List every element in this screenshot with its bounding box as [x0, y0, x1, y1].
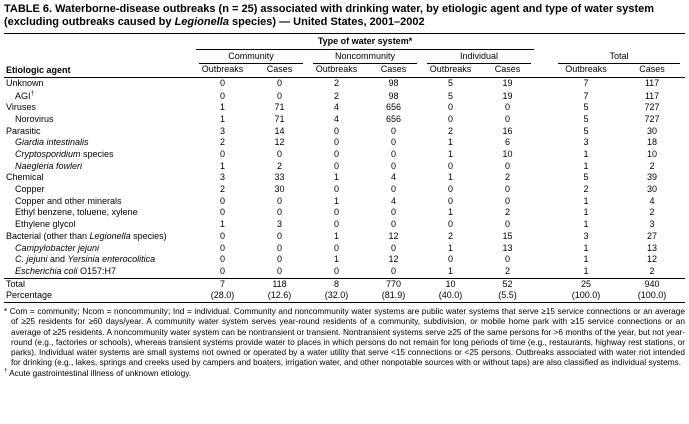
row-label	[4, 266, 194, 278]
cell: 0	[447, 102, 453, 113]
col-group-label: Community	[199, 51, 303, 65]
cell: (40.0)	[422, 290, 479, 302]
cell: (100.0)	[619, 290, 685, 302]
col-group-label: Noncommunity	[313, 51, 417, 65]
spacer	[536, 290, 553, 302]
cell: 0	[505, 184, 511, 195]
spacer	[536, 64, 553, 77]
table-body	[4, 77, 685, 302]
cell: 2	[649, 207, 655, 218]
cell: 0	[447, 254, 453, 265]
cell: 0	[390, 125, 396, 136]
text-segment: O157:H7	[77, 265, 117, 276]
cell: 1	[447, 149, 453, 159]
text-segment: Chemical	[6, 172, 44, 183]
col-group-label: Total	[558, 51, 680, 65]
cell: 0	[276, 149, 282, 159]
cell: 98	[388, 77, 399, 88]
cell: 1	[583, 160, 589, 171]
cell: 0	[219, 242, 225, 253]
text-segment: Cryptosporidium	[15, 149, 81, 159]
text-segment: species	[80, 149, 114, 159]
cell: 14	[274, 125, 285, 136]
table-row	[4, 243, 685, 255]
cell: 16	[502, 125, 513, 136]
cell: 1	[333, 230, 339, 241]
cell: (12.6)	[251, 290, 308, 302]
spacer	[536, 184, 553, 196]
cell: 2	[447, 125, 453, 136]
cell: 0	[390, 207, 396, 218]
cell: 0	[447, 160, 453, 171]
cell: (5.5)	[479, 290, 536, 302]
cell: 117	[644, 90, 660, 101]
cell: 2	[447, 230, 453, 241]
spacer	[536, 102, 553, 114]
cell: 1	[583, 254, 589, 265]
cell: 0	[390, 242, 396, 253]
cell: 0	[505, 102, 511, 113]
row-label	[4, 126, 194, 138]
cell: 19	[502, 90, 513, 101]
cell: 0	[276, 90, 282, 101]
type-of-water-system-header	[194, 33, 536, 49]
cell: 117	[644, 77, 660, 88]
text-segment: AGI	[15, 90, 31, 101]
cell: 0	[390, 149, 396, 159]
spacer	[536, 149, 553, 161]
cell: 8	[308, 278, 365, 290]
cell: 0	[447, 195, 453, 206]
cell: 2	[333, 77, 339, 88]
cell: 0	[276, 242, 282, 253]
row-label	[4, 231, 194, 243]
row-label	[4, 290, 194, 302]
cell: 0	[390, 219, 396, 230]
cell: 7	[583, 77, 589, 88]
spacer	[536, 126, 553, 138]
row-label	[4, 77, 194, 89]
cell: 7	[583, 90, 589, 101]
table-row	[4, 254, 685, 266]
text-segment: Campylobacter jejuni	[15, 242, 100, 253]
cell: 3	[583, 137, 589, 148]
cell: 1	[583, 149, 589, 159]
cell: 5	[447, 90, 453, 101]
cell: 19	[502, 77, 513, 88]
cell: 1	[447, 242, 453, 253]
text-segment: TABLE 6. Waterborne-disease outbreaks (n = 25) associated with drinking water, by etiologic agent and type of water system (excluding outbreaks caused by	[4, 3, 655, 29]
cell: 0	[333, 242, 339, 253]
text-segment: Copper and other minerals	[15, 195, 122, 206]
row-label	[4, 102, 194, 114]
cell: 5	[583, 113, 589, 124]
cell: 1	[219, 102, 225, 113]
cell: 0	[219, 90, 225, 101]
text-segment: and	[47, 254, 68, 265]
cell: 4	[649, 195, 655, 206]
spacer	[536, 278, 553, 290]
outbreaks-table	[4, 33, 685, 303]
cell: 13	[647, 242, 658, 253]
table-row	[4, 196, 685, 208]
spacer	[536, 266, 553, 278]
cell: 727	[644, 102, 660, 113]
row-label	[4, 137, 194, 149]
cell: 0	[390, 184, 396, 195]
text-segment: Ethylene glycol	[15, 219, 76, 230]
spacer	[536, 77, 553, 89]
text-segment: Unknown	[6, 77, 44, 88]
type-of-water-system-label: Type of water system*	[196, 36, 534, 50]
cell: 12	[647, 254, 658, 265]
spacer	[536, 243, 553, 255]
cell: 0	[447, 113, 453, 124]
cell: 0	[333, 149, 339, 159]
cell: 12	[274, 137, 285, 148]
subheader-cases: Cases	[365, 64, 422, 77]
cell: 0	[333, 125, 339, 136]
footnote-marker: †	[4, 367, 8, 374]
cell: 0	[219, 230, 225, 241]
cell: 118	[251, 278, 308, 290]
table-row	[4, 231, 685, 243]
cell: 1	[583, 265, 589, 276]
cell: 33	[274, 172, 285, 183]
subheader-outbreaks: Outbreaks	[422, 64, 479, 77]
cell: 770	[365, 278, 422, 290]
subheader-outbreaks: Outbreaks	[553, 64, 619, 77]
row-label	[4, 207, 194, 219]
table-title	[4, 3, 685, 30]
spacer	[536, 33, 553, 49]
cell: 0	[333, 184, 339, 195]
cell: 0	[333, 265, 339, 276]
text-segment: †	[30, 89, 35, 97]
cell: 0	[276, 230, 282, 241]
cell: 10	[422, 278, 479, 290]
text-segment: Giardia intestinalis	[15, 137, 89, 148]
spacer	[536, 50, 553, 65]
cell: 0	[333, 207, 339, 218]
spacer	[536, 207, 553, 219]
cell: (81.9)	[365, 290, 422, 302]
row-label	[4, 184, 194, 196]
row-label	[4, 172, 194, 184]
cell: 10	[647, 149, 658, 159]
spacer	[553, 33, 685, 49]
spacer	[536, 137, 553, 149]
cell: 13	[502, 242, 513, 253]
text-segment: Norovirus	[15, 113, 54, 124]
cell: 727	[644, 113, 660, 124]
etiologic-agent-label: Etiologic agent	[6, 65, 71, 76]
cell: 0	[390, 265, 396, 276]
cell: 1	[583, 195, 589, 206]
row-label	[4, 254, 194, 266]
table-row	[4, 149, 685, 161]
etiologic-agent-header	[4, 33, 194, 77]
cell: 6	[505, 137, 511, 148]
spacer	[536, 254, 553, 266]
row-label	[4, 161, 194, 173]
cell: 0	[505, 113, 511, 124]
cell: 0	[219, 207, 225, 218]
cell: 0	[447, 219, 453, 230]
cell: 7	[194, 278, 251, 290]
cell: 1	[447, 137, 453, 148]
text-segment: C. jejuni	[15, 254, 48, 265]
cell: 25	[553, 278, 619, 290]
text-segment: Legionella	[174, 16, 229, 29]
cell: 0	[505, 195, 511, 206]
cell: 2	[505, 172, 511, 183]
table-row	[4, 114, 685, 126]
text-segment: Parasitic	[6, 125, 41, 136]
cell: 1	[219, 160, 225, 171]
subheader-cases: Cases	[479, 64, 536, 77]
table-row	[4, 137, 685, 149]
table-row	[4, 207, 685, 219]
cell: (32.0)	[308, 290, 365, 302]
cell: 71	[274, 102, 285, 113]
cell: 0	[276, 77, 282, 88]
text-segment: Copper	[15, 184, 45, 195]
text-segment: Viruses	[6, 102, 36, 113]
cell: 2	[219, 137, 225, 148]
cell: 12	[388, 254, 399, 265]
cell: 4	[333, 102, 339, 113]
cell: 27	[647, 230, 658, 241]
col-group-individual	[422, 50, 536, 65]
table-row	[4, 102, 685, 114]
cell: 39	[647, 172, 658, 183]
cell: 656	[385, 102, 402, 113]
table-row	[4, 172, 685, 184]
cell: 1	[583, 219, 589, 230]
cell: 2	[649, 265, 655, 276]
spacer	[536, 219, 553, 231]
cell: 5	[583, 102, 589, 113]
cell: 2	[219, 184, 225, 195]
cell: 2	[505, 207, 511, 218]
cell: 71	[274, 113, 285, 124]
cell: 0	[390, 160, 396, 171]
table-row	[4, 77, 685, 89]
spacer	[536, 196, 553, 208]
cell: 2	[505, 265, 511, 276]
cell: 0	[333, 160, 339, 171]
cell: 0	[505, 160, 511, 171]
cell: 656	[385, 113, 402, 124]
spacer	[536, 90, 553, 103]
row-label	[4, 278, 194, 290]
cell: 4	[333, 113, 339, 124]
cell: 4	[390, 195, 396, 206]
cell: 52	[479, 278, 536, 290]
cell: 1	[447, 207, 453, 218]
cell: 0	[219, 265, 225, 276]
row-label	[4, 243, 194, 255]
cell: 1	[447, 172, 453, 183]
cell: 0	[447, 184, 453, 195]
table-row	[4, 90, 685, 103]
cell: 1	[583, 207, 589, 218]
cell: 0	[219, 254, 225, 265]
col-group-community	[194, 50, 308, 65]
text-segment: Escherichia coli	[15, 265, 78, 276]
cell: 0	[276, 265, 282, 276]
table-row	[4, 184, 685, 196]
footnote: † Acute gastrointestinal illness of unknown etiology.	[4, 367, 192, 378]
cell: (100.0)	[553, 290, 619, 302]
cell: 30	[274, 184, 285, 195]
cell: 0	[333, 219, 339, 230]
row-label	[4, 114, 194, 126]
text-segment: Bacterial (other than	[6, 230, 90, 241]
subheader-cases: Cases	[619, 64, 685, 77]
row-label	[4, 219, 194, 231]
footnote: * Com = community; Ncom = noncommunity; Ind = individual. Community and noncommunity water systems are public water systems that serve ≥15 service connections or an average of ≥25 residents for ≥60 days/year. A community water system serves year-round residents of a community, subdivision, or mobile home park with ≥15 service connections or an average of ≥25 residents. A noncommunity water system can be nontransient or transient. Nontransient systems serve ≥25 of the same persons for >6 months of the year, but not year-round (e.g., factories or schools), whereas transient systems provide water to places in which persons do not remain for long periods of time (e.g., restaurants, highway rest stations, or parks). Individual water systems are small systems not owned or operated by a water utility that serve <15 connections or <25 persons. Outbreaks associated with water not intended for drinking (e.g., lakes, springs and creeks used by campers and boaters, irrigation water, and other nonpotable sources with or without taps) are also classified as individual systems.	[4, 305, 685, 368]
cell: 0	[390, 137, 396, 148]
cell: 0	[276, 195, 282, 206]
cell: 1	[219, 113, 225, 124]
row-label	[4, 149, 194, 161]
cell: 0	[333, 137, 339, 148]
cell: 0	[219, 195, 225, 206]
cell: 30	[647, 125, 658, 136]
footnotes	[4, 306, 685, 378]
text-segment: species)	[130, 230, 167, 241]
text-segment: Naegleria fowleri	[15, 160, 83, 171]
subheader-cases: Cases	[251, 64, 308, 77]
cell: 1	[333, 195, 339, 206]
cell: 1	[333, 172, 339, 183]
cell: 98	[388, 90, 399, 101]
text-segment: Legionella	[89, 230, 131, 241]
cell: 0	[219, 149, 225, 159]
cell: 5	[447, 77, 453, 88]
cell: 3	[219, 172, 225, 183]
cell: 2	[583, 184, 589, 195]
spacer	[536, 231, 553, 243]
cell: 0	[505, 254, 511, 265]
cell: 0	[276, 254, 282, 265]
text-segment: species) — United States, 2001–2002	[228, 16, 425, 29]
text-segment: Percentage	[6, 290, 53, 301]
text-segment: Yersinia enterocolitica	[67, 254, 156, 265]
text-segment: Ethyl benzene, toluene, xylene	[15, 207, 138, 218]
cell: 3	[583, 230, 589, 241]
cell: 0	[219, 77, 225, 88]
cell: 15	[502, 230, 513, 241]
cell: 10	[502, 149, 513, 159]
cell: 18	[647, 137, 658, 148]
table-row	[4, 290, 685, 302]
cell: 5	[583, 172, 589, 183]
cell: 1	[583, 242, 589, 253]
cell: 1	[333, 254, 339, 265]
spacer	[536, 114, 553, 126]
cell: 3	[276, 219, 282, 230]
table-row	[4, 219, 685, 231]
text-segment: Total	[6, 278, 26, 289]
table-row	[4, 266, 685, 278]
cell: 1	[219, 219, 225, 230]
table-row	[4, 126, 685, 138]
cell: 2	[649, 160, 655, 171]
cell: 4	[390, 172, 396, 183]
cell: 2	[333, 90, 339, 101]
subheader-outbreaks: Outbreaks	[194, 64, 251, 77]
cell: (28.0)	[194, 290, 251, 302]
table-row	[4, 278, 685, 290]
col-group-label: Individual	[427, 51, 531, 65]
spacer	[536, 161, 553, 173]
cell: 0	[276, 207, 282, 218]
cell: 3	[649, 219, 655, 230]
cell: 30	[647, 184, 658, 195]
header-row-top	[4, 33, 685, 49]
table-row	[4, 161, 685, 173]
cell: 1	[447, 265, 453, 276]
row-label	[4, 196, 194, 208]
subheader-outbreaks: Outbreaks	[308, 64, 365, 77]
cell: 0	[505, 219, 511, 230]
cell: 3	[219, 125, 225, 136]
cell: 5	[583, 125, 589, 136]
spacer	[536, 172, 553, 184]
row-label	[4, 90, 194, 103]
cell: 12	[388, 230, 399, 241]
cell: 940	[619, 278, 685, 290]
col-group-noncommunity	[308, 50, 422, 65]
cell: 2	[276, 160, 282, 171]
footnote-marker: *	[4, 305, 8, 316]
col-group-total	[553, 50, 685, 65]
